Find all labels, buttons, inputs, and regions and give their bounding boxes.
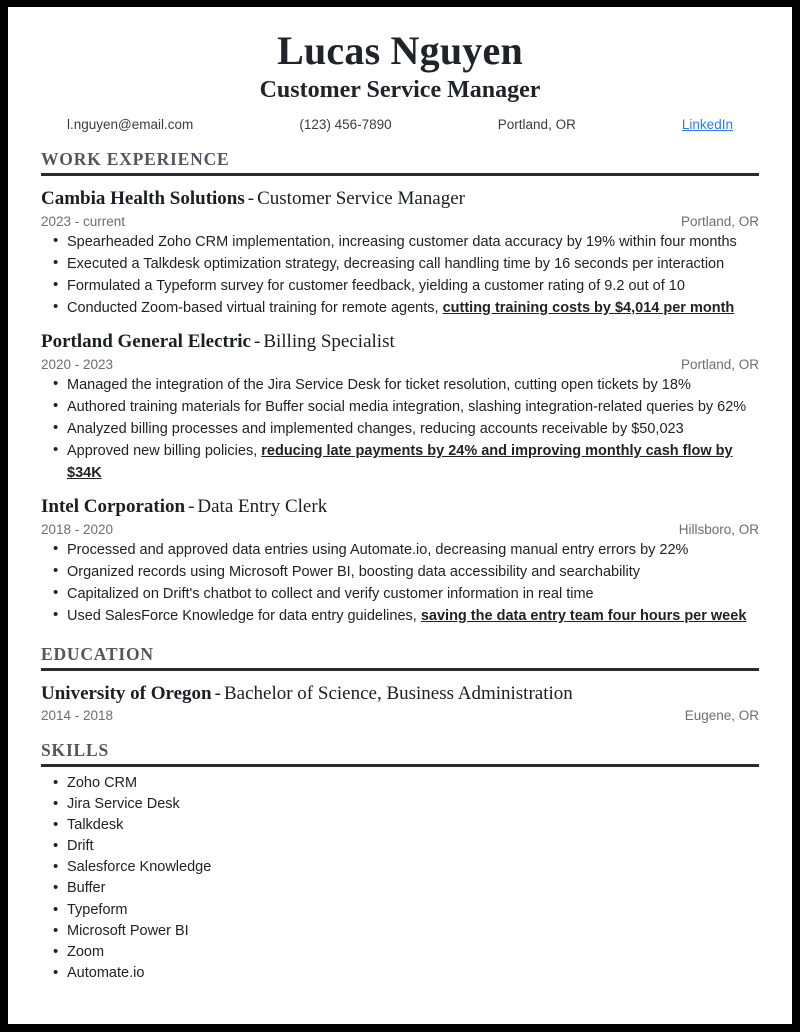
education-entry	[41, 682, 759, 724]
work-entry	[41, 187, 759, 319]
entry-location: Portland, OR	[680, 213, 759, 229]
entry-headline	[41, 330, 759, 354]
bullet-text: Authored training materials for Buffer social media integration, slashing integration-related queries by 62%	[67, 398, 747, 415]
list-item: • Buffer	[41, 878, 759, 899]
list-item: • Zoom	[41, 942, 759, 963]
section-divider	[41, 764, 759, 767]
bullet-item	[41, 231, 759, 253]
skills-list	[41, 773, 759, 983]
bullet-text: Analyzed billing processes and implemented changes, reducing accounts receivable by $50,023	[67, 420, 684, 437]
bullet-text: Conducted Zoom-based virtual training for remote agents,	[67, 299, 443, 316]
entry-meta	[41, 522, 759, 537]
entry-role: Data Entry Clerk	[197, 495, 328, 517]
bullet-item	[41, 418, 759, 440]
candidate-name: Lucas Nguyen	[277, 28, 523, 73]
bullet-item	[41, 396, 759, 418]
entry-separator: -	[254, 330, 261, 352]
contact-email[interactable]: l.nguyen@email.com	[67, 117, 194, 132]
contact-row	[53, 117, 747, 132]
entry-dates: 2014 - 2018	[41, 708, 114, 724]
entry-organization: Intel Corporation	[41, 495, 186, 517]
bullet-text: Spearheaded Zoho CRM implementation, increasing customer data accuracy by 19% within four months	[67, 233, 737, 250]
work-entry	[41, 330, 759, 484]
resume-header	[41, 29, 759, 132]
bullet-item	[41, 583, 759, 605]
entry-degree: Bachelor of Science, Business Administration	[223, 682, 573, 704]
entry-headline	[41, 187, 759, 211]
bullet-text: Processed and approved data entries using Automate.io, decreasing manual entry errors by 22%	[67, 541, 689, 558]
section-education	[41, 644, 759, 724]
bullet-item	[41, 605, 759, 627]
bullet-text: Executed a Talkdesk optimization strategy, decreasing call handling time by 16 seconds per interaction	[67, 255, 725, 272]
list-item: • Typeform	[41, 900, 759, 921]
entry-location: Eugene, OR	[684, 708, 759, 724]
entry-separator: -	[214, 682, 221, 704]
bullet-text: Used SalesForce Knowledge for data entry guidelines,	[67, 607, 421, 624]
entry-meta	[41, 214, 759, 229]
list-item: • Drift	[41, 836, 759, 857]
list-item: • Microsoft Power BI	[41, 921, 759, 942]
section-divider	[41, 173, 759, 176]
bullet-item	[41, 561, 759, 583]
list-item: • Talkdesk	[41, 815, 759, 836]
candidate-job-title: Customer Service Manager	[259, 77, 541, 103]
bullet-item	[41, 440, 759, 484]
entry-dates: 2020 - 2023	[41, 356, 114, 372]
entry-organization: University of Oregon	[41, 682, 212, 704]
contact-location: Portland, OR	[497, 117, 576, 132]
list-item: • Automate.io	[41, 963, 759, 984]
section-heading-work: WORK EXPERIENCE	[41, 149, 230, 169]
entry-role: Billing Specialist	[263, 330, 395, 352]
bullet-item	[41, 275, 759, 297]
entry-bullet-list	[41, 374, 759, 484]
bullet-text: Approved new billing policies,	[67, 442, 262, 459]
bullet-text: Managed the integration of the Jira Service Desk for ticket resolution, cutting open tickets by 18%	[67, 376, 691, 393]
entry-separator: -	[188, 495, 195, 517]
section-work-experience	[41, 149, 759, 627]
entry-meta	[41, 708, 759, 723]
bullet-item	[41, 253, 759, 275]
entry-role: Customer Service Manager	[257, 188, 465, 209]
entry-location: Hillsboro, OR	[678, 521, 759, 537]
bullet-text: Capitalized on Drift's chatbot to collect and verify customer information in real time	[67, 585, 594, 602]
bullet-text: Organized records using Microsoft Power BI, boosting data accessibility and searchability	[67, 563, 641, 580]
entry-bullet-list	[41, 231, 759, 319]
entry-dates: 2018 - 2020	[41, 521, 114, 537]
list-item: • Jira Service Desk	[41, 794, 759, 815]
list-item: • Zoho CRM	[41, 773, 759, 794]
entry-headline	[41, 495, 759, 519]
entry-separator: -	[247, 188, 255, 209]
entry-organization: Cambia Health Solutions	[41, 188, 245, 209]
list-item: • Salesforce Knowledge	[41, 857, 759, 878]
work-entry	[41, 495, 759, 627]
section-divider	[41, 668, 759, 671]
entry-organization: Portland General Electric	[41, 330, 251, 352]
entry-location: Portland, OR	[680, 356, 759, 372]
entry-meta	[41, 357, 759, 372]
bullet-text: Formulated a Typeform survey for customer feedback, yielding a customer rating of 9.2 out of 10	[67, 277, 685, 294]
bullet-item	[41, 374, 759, 396]
contact-phone[interactable]: (123) 456-7890	[299, 117, 392, 132]
entry-dates: 2023 - current	[41, 213, 126, 229]
resume-page	[8, 7, 792, 1024]
bullet-emphasis: cutting training costs by $4,014 per month	[442, 299, 735, 316]
entry-bullet-list	[41, 539, 759, 627]
section-skills	[41, 740, 759, 983]
section-heading-education: EDUCATION	[41, 643, 154, 664]
bullet-item	[41, 297, 759, 319]
entry-headline	[41, 682, 759, 706]
bullet-emphasis: reducing late payments by 24% and improving monthly cash flow by $34K	[67, 442, 733, 481]
bullet-emphasis: saving the data entry team four hours per week	[420, 607, 747, 624]
bullet-item	[41, 539, 759, 561]
linkedin-link[interactable]: LinkedIn	[681, 117, 733, 132]
section-heading-skills: SKILLS	[41, 740, 110, 761]
